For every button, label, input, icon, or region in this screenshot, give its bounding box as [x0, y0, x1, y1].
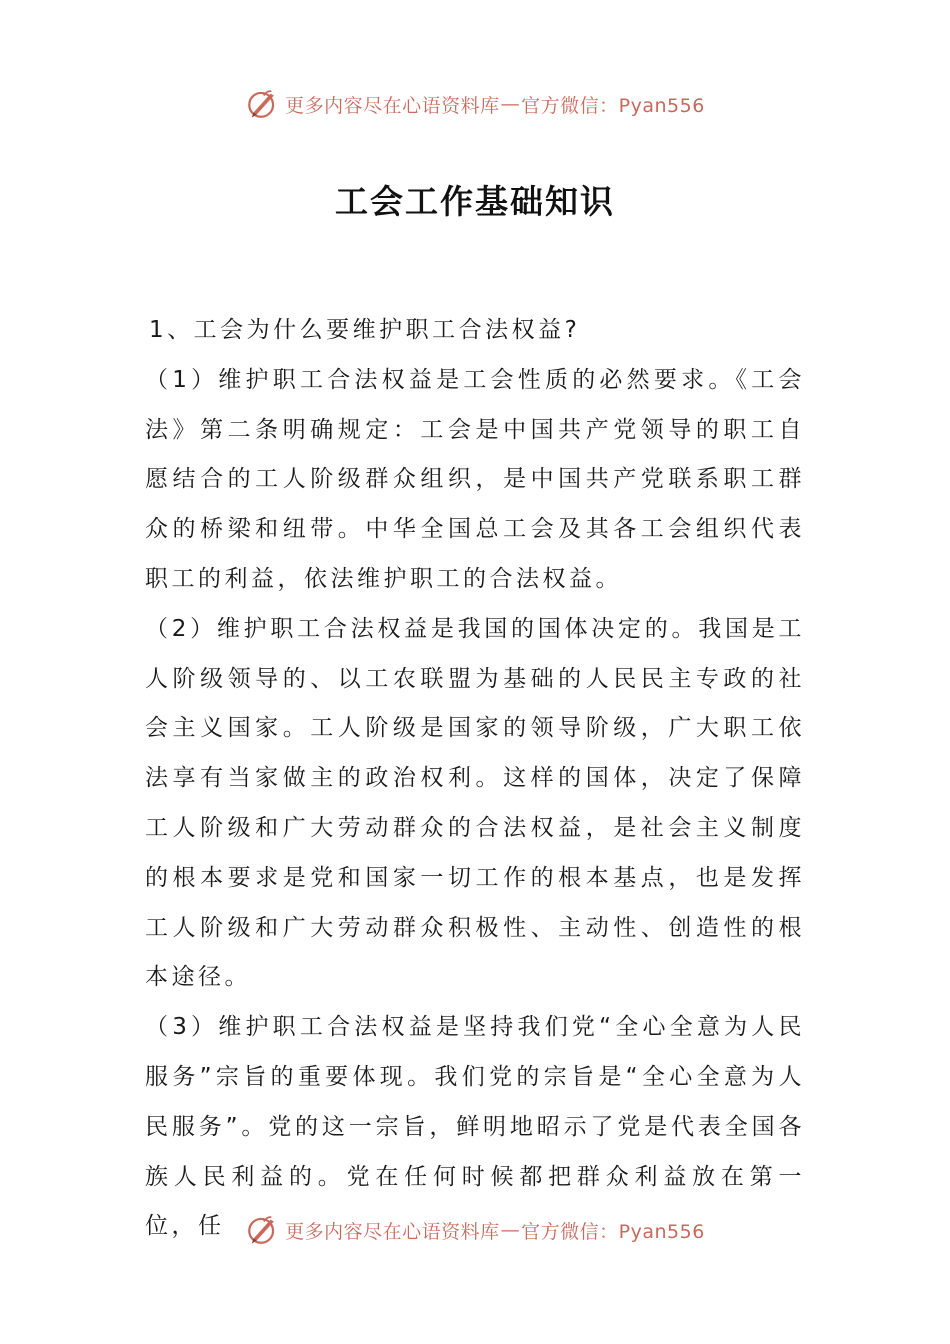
paragraph-2: （2）维护职工合法权益是我国的国体决定的。我国是工人阶级领导的、以工农联盟为基础的人民民主专政的社会主义国家。工人阶级是国家的领导阶级，广大职工依法享有当家做主的政治权利。这样的国体，决定了保障工人阶级和广大劳动群众的合法权益，是社会主义制度的根本要求是党和国家一切工作的根本基点，也是发挥工人阶级和广大劳动群众积极性、主动性、创造性的根本途径。	[145, 615, 805, 991]
document-body	[145, 306, 805, 1252]
pen-logo-icon	[245, 87, 279, 121]
banner-separator: —	[500, 1219, 521, 1241]
footer-banner	[0, 1210, 950, 1250]
paragraph-1: （1）维护职工合法权益是工会性质的必然要求。《工会法》第二条明确规定：工会是中国共产党领导的职工自愿结合的工人阶级群众组织，是中国共产党联系职工群众的桥梁和纽带。中华全国总工会及其各工会组织代表职工的利益，依法维护职工的合法权益。	[145, 366, 805, 592]
question-heading: 1、工会为什么要维护职工合法权益?	[149, 317, 581, 343]
header-banner	[0, 84, 950, 124]
banner-text: 更多内容尽在心语资料库	[285, 1220, 500, 1243]
document-title: 工会工作基础知识	[335, 182, 615, 221]
banner-wechat: 官方微信：Pyan556	[521, 1220, 705, 1243]
banner-text: 更多内容尽在心语资料库	[285, 94, 500, 117]
banner-wechat: 官方微信：Pyan556	[521, 94, 705, 117]
paragraph-3: （3）维护职工合法权益是坚持我们党“全心全意为人民服务”宗旨的重要体现。我们党的宗旨是“全心全意为人民服务”。党的这一宗旨，鲜明地昭示了党是代表全国各族人民利益的。党在任何时候都把群众利益放在第一位，任	[145, 1014, 805, 1240]
banner-separator: —	[500, 93, 521, 115]
pen-logo-icon	[245, 1213, 279, 1247]
